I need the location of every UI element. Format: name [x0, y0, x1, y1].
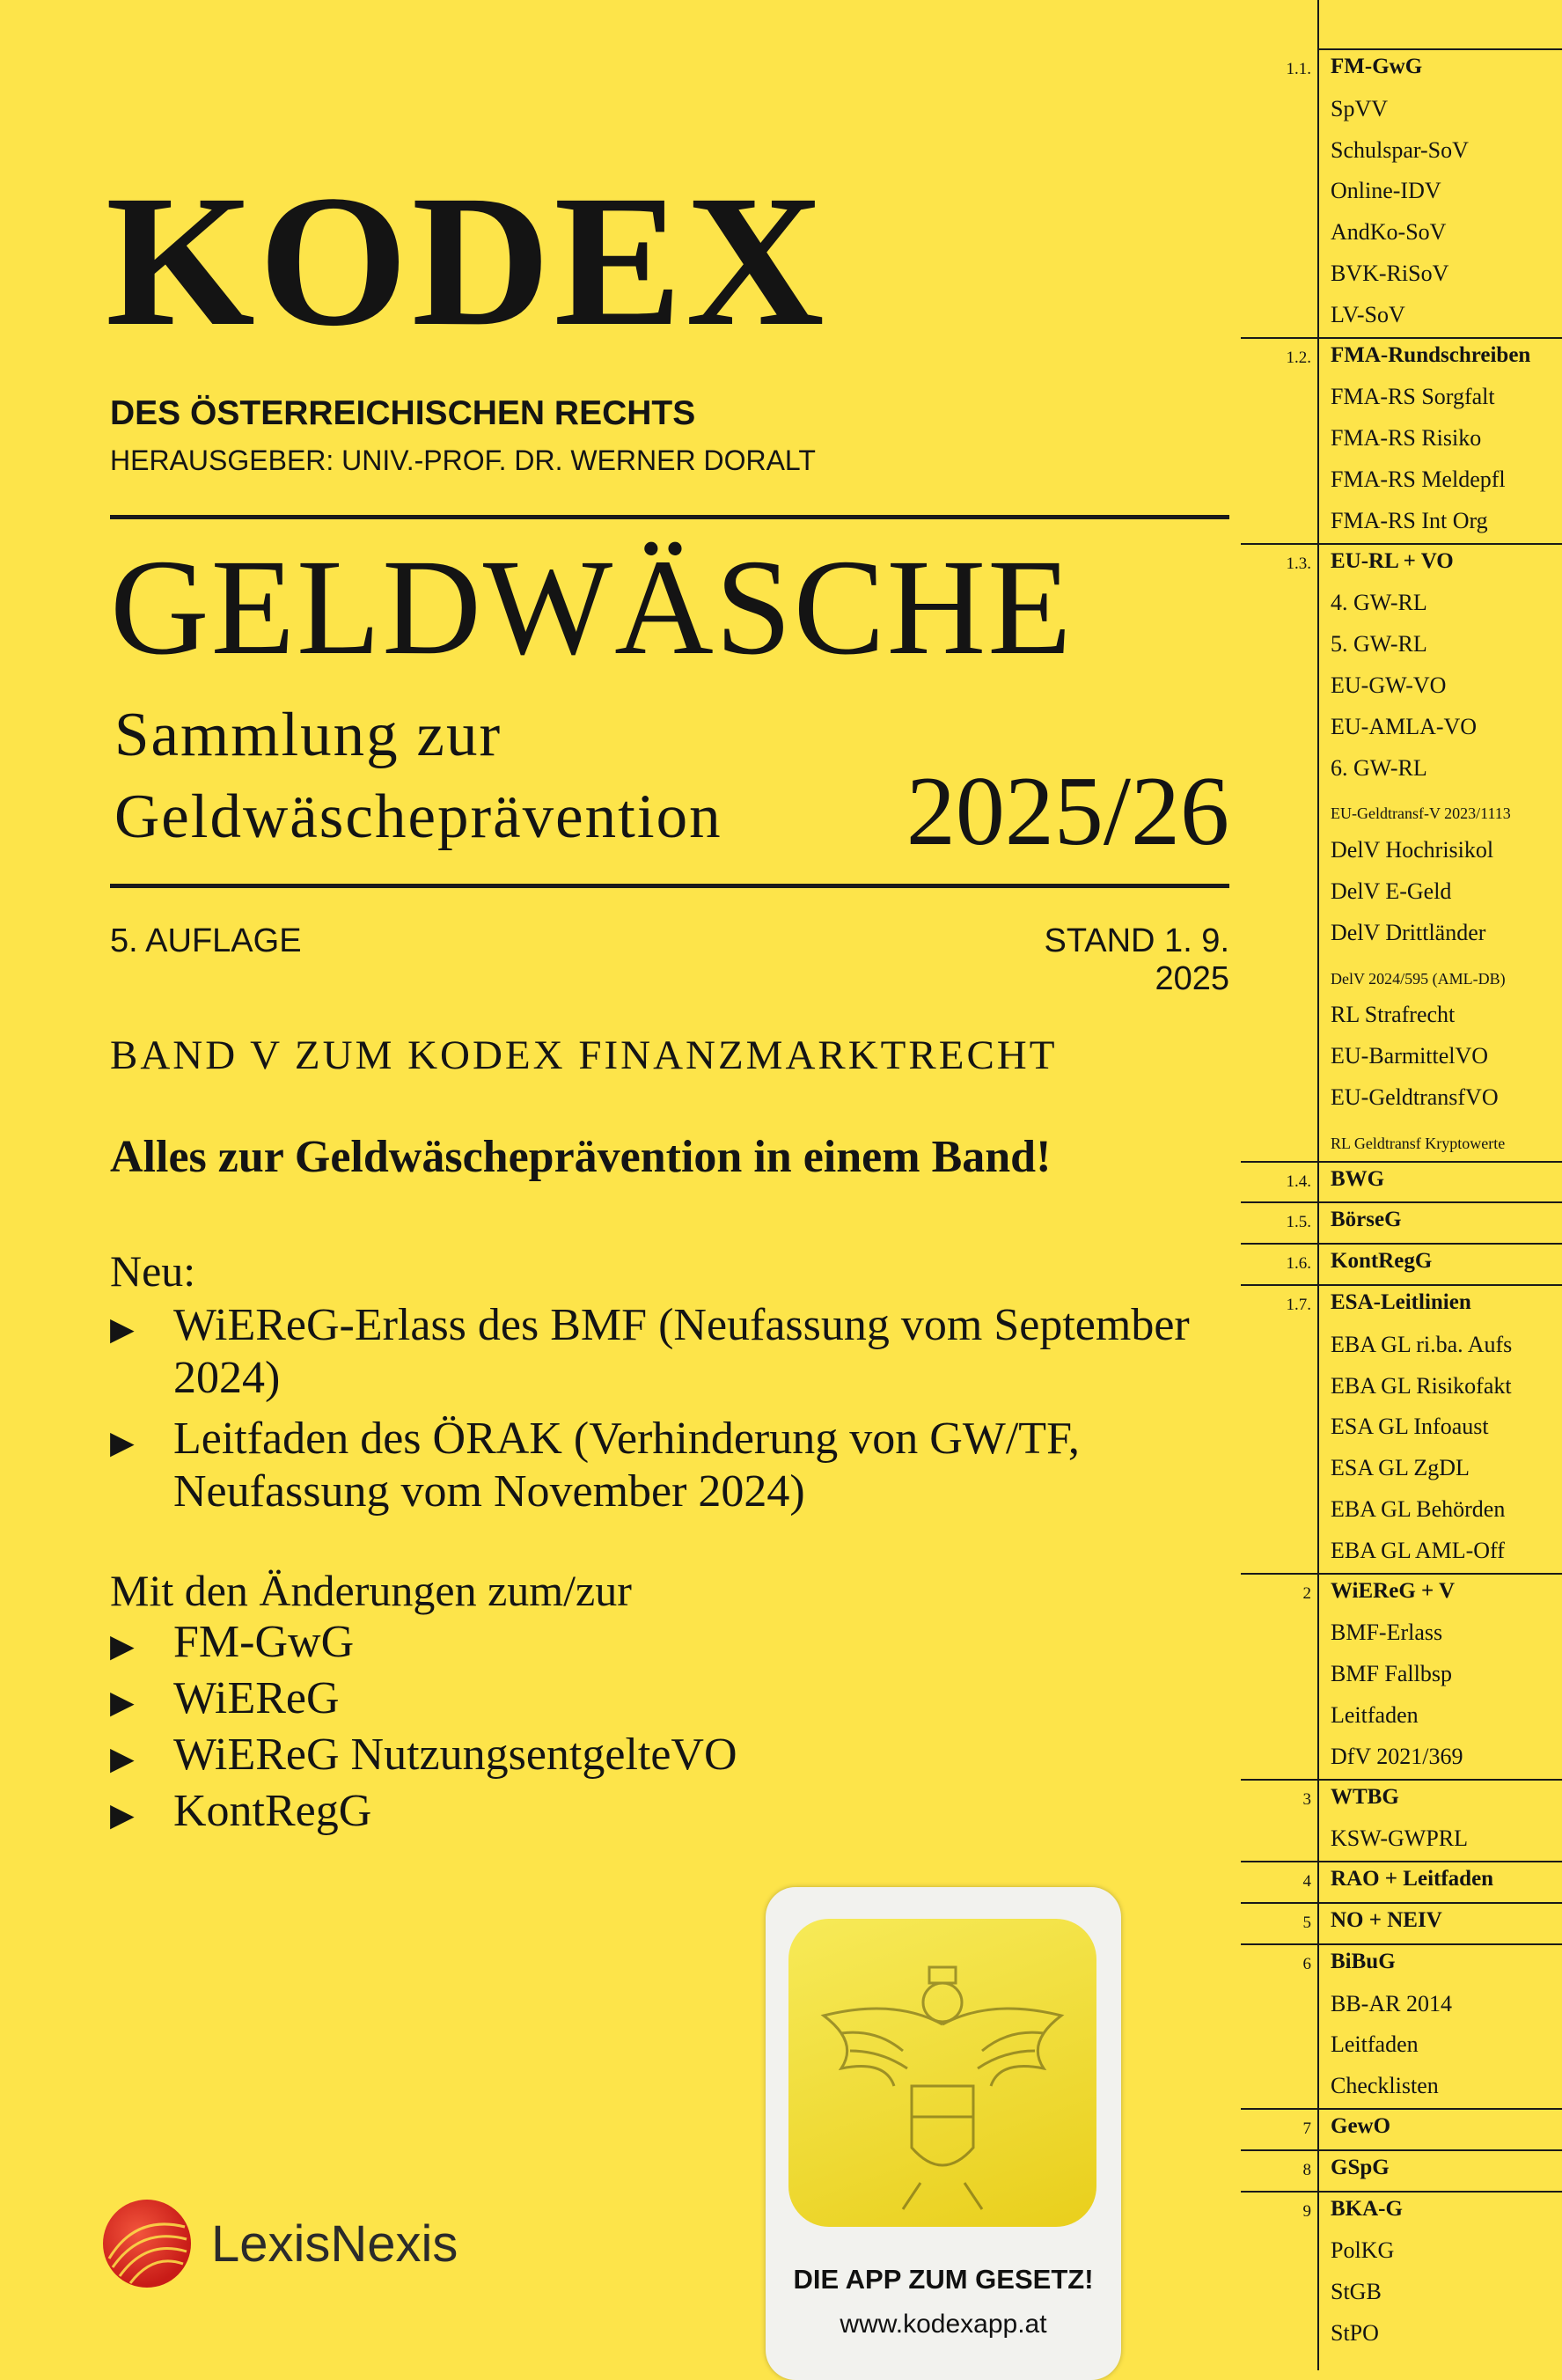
register-label: DelV E-Geld [1331, 878, 1452, 904]
register-label: EU-RL + VO [1331, 548, 1454, 573]
register-label: EU-BarmittelVO [1331, 1043, 1489, 1069]
register-number: 5 [1302, 1914, 1311, 1932]
register-index [1241, 0, 1562, 2370]
register-number: 1.1. [1286, 60, 1311, 78]
change-item: ▶ FM-GwG [110, 1617, 355, 1667]
tagline: Alles zur Geldwäscheprävention in einem Band! [110, 1132, 1052, 1182]
register-label: EBA GL Behörden [1331, 1496, 1506, 1522]
series-subtitle: DES ÖSTERREICHISCHEN RECHTS [110, 394, 696, 432]
register-label: AndKo-SoV [1331, 219, 1447, 246]
app-slogan: DIE APP ZUM GESETZ! [793, 2264, 1094, 2295]
register-label: BB-AR 2014 [1331, 1990, 1452, 2016]
lexisnexis-globe-icon [100, 2197, 194, 2290]
subtitle-line-1: Sammlung zur [114, 701, 502, 769]
triangle-bullet-icon: ▶ [110, 1685, 135, 1720]
register-label: DelV Drittländer [1331, 919, 1486, 945]
triangle-bullet-icon: ▶ [110, 1425, 135, 1460]
register-separator [1241, 2108, 1562, 2110]
register-separator [1241, 543, 1562, 545]
new-item: ▶ Leitfaden des ÖRAK (Verhinderung von GW/TF, Neufassung vom November 2024) [110, 1414, 1080, 1517]
register-separator [1241, 2191, 1562, 2193]
register-separator [1241, 1243, 1562, 1245]
register-label: GSpG [1331, 2155, 1390, 2179]
register-label: NO + NEIV [1331, 1908, 1442, 1932]
subtitle-line-2: Geldwäscheprävention [114, 782, 722, 851]
register-label: BWG [1331, 1166, 1385, 1191]
register-separator [1317, 48, 1562, 50]
register-label: Leitfaden [1331, 2031, 1419, 2058]
register-label: FMA-RS Risiko [1331, 425, 1482, 452]
register-separator [1241, 2149, 1562, 2151]
register-label: ESA GL ZgDL [1331, 1455, 1470, 1481]
register-label: StPO [1331, 2320, 1379, 2346]
register-label: FM-GwG [1331, 55, 1423, 78]
change-item: ▶ WiEReG NutzungsentgelteVO [110, 1730, 737, 1780]
register-number: 1.4. [1286, 1172, 1311, 1191]
register-label: 4. GW-RL [1331, 590, 1427, 616]
register-label: PolKG [1331, 2237, 1395, 2264]
new-section-label: Neu: [110, 1246, 196, 1296]
register-label: FMA-Rundschreiben [1331, 342, 1531, 367]
register-label: BMF-Erlass [1331, 1620, 1443, 1646]
register-label: ESA-Leitlinien [1331, 1290, 1471, 1314]
register-label: StGB [1331, 2279, 1382, 2305]
change-item: ▶ KontRegG [110, 1786, 372, 1836]
register-number: 1.3. [1286, 554, 1311, 573]
new-item: ▶ WiEReG-Erlass des BMF (Neufassung vom September 2024) [110, 1300, 1190, 1403]
book-title: GELDWÄSCHE [110, 531, 1074, 683]
register-number: 9 [1302, 2201, 1311, 2221]
bottom-rule [110, 884, 1229, 888]
register-label: WTBG [1331, 1784, 1399, 1809]
register-number: 8 [1302, 2160, 1311, 2179]
register-label: SpVV [1331, 95, 1389, 121]
register-label: KSW-GWPRL [1331, 1825, 1468, 1852]
register-label: EU-GeldtransfVO [1331, 1084, 1499, 1110]
register-label: DelV Hochrisikol [1331, 837, 1494, 863]
register-label: BörseG [1331, 1208, 1402, 1232]
register-label: EU-AMLA-VO [1331, 713, 1478, 739]
triangle-bullet-icon: ▶ [110, 1311, 135, 1347]
register-number: 7 [1302, 2119, 1311, 2138]
stand-date: STAND 1. 9. 2025 [1044, 922, 1229, 997]
register-number: 3 [1302, 1789, 1311, 1809]
band-label: BAND V ZUM KODEX FINANZMARKTRECHT [110, 1032, 1058, 1078]
register-label: BiBuG [1331, 1949, 1396, 1973]
register-label: DelV 2024/595 (AML-DB) [1331, 969, 1506, 988]
register-label: ESA GL Infoaust [1331, 1414, 1489, 1440]
brand-title: KODEX [106, 157, 828, 365]
triangle-bullet-icon: ▶ [110, 1741, 135, 1776]
top-rule [110, 515, 1229, 519]
register-label: RL Geldtransf Kryptowerte [1331, 1134, 1506, 1152]
register-number: 1.7. [1286, 1296, 1311, 1314]
register-label: Leitfaden [1331, 1702, 1419, 1728]
register-label: BKA-G [1331, 2196, 1403, 2221]
register-label: RL Strafrecht [1331, 1002, 1456, 1028]
register-label: EU-GW-VO [1331, 672, 1447, 698]
publisher-logo [100, 2197, 458, 2290]
register-separator [1241, 1861, 1562, 1862]
register-label: BVK-RiSoV [1331, 261, 1449, 286]
register-label: BMF Fallbsp [1331, 1661, 1452, 1687]
app-badge [766, 1887, 1121, 2380]
register-number: 4 [1302, 1872, 1311, 1892]
register-label: 5. GW-RL [1331, 631, 1427, 657]
register-number: 1.6. [1286, 1254, 1311, 1274]
register-label: FMA-RS Meldepfl [1331, 466, 1506, 492]
edition-label: 5. AUFLAGE [110, 922, 302, 959]
register-label: EBA GL AML-Off [1331, 1537, 1505, 1563]
register-label: WiEReG + V [1331, 1578, 1456, 1603]
register-label: RAO + Leitfaden [1331, 1867, 1494, 1892]
register-separator [1241, 1902, 1562, 1904]
register-separator [1241, 1284, 1562, 1286]
register-separator [1241, 1201, 1562, 1203]
register-separator [1241, 1943, 1562, 1945]
register-label: GewO [1331, 2114, 1391, 2138]
register-label: EBA GL ri.ba. Aufs [1331, 1331, 1513, 1357]
triangle-bullet-icon: ▶ [110, 1797, 135, 1833]
register-number: 6 [1302, 1954, 1311, 1973]
register-label: Schulspar-SoV [1331, 136, 1469, 163]
register-label: EBA GL Risikofakt [1331, 1372, 1512, 1399]
changes-section-label: Mit den Änderungen zum/zur [110, 1566, 632, 1615]
register-separator [1241, 1161, 1562, 1163]
triangle-bullet-icon: ▶ [110, 1628, 135, 1664]
register-label: 6. GW-RL [1331, 754, 1427, 781]
register-separator [1241, 337, 1562, 339]
register-label: Online-IDV [1331, 178, 1441, 204]
app-url: www.kodexapp.at [840, 2310, 1047, 2339]
register-label: DfV 2021/369 [1331, 1743, 1463, 1769]
register-label: Checklisten [1331, 2073, 1439, 2099]
register-number: 2 [1302, 1583, 1311, 1603]
edition-year: 2025/26 [906, 757, 1229, 866]
register-label: EU-Geldtransf-V 2023/1113 [1331, 804, 1511, 823]
register-label: FMA-RS Sorgfalt [1331, 384, 1495, 410]
register-label: FMA-RS Int Org [1331, 507, 1488, 533]
register-label: KontRegG [1331, 1249, 1433, 1274]
register-number: 1.2. [1286, 348, 1311, 367]
register-number: 1.5. [1286, 1213, 1311, 1232]
editor-line: HERAUSGEBER: UNIV.-PROF. DR. WERNER DORALT [110, 444, 816, 476]
register-separator [1241, 1573, 1562, 1575]
change-item: ▶ WiEReG [110, 1673, 340, 1723]
eagle-crest-icon [788, 1919, 1096, 2227]
register-separator [1241, 1779, 1562, 1781]
register-label: LV-SoV [1331, 301, 1405, 327]
publisher-name: LexisNexis [211, 2215, 458, 2273]
